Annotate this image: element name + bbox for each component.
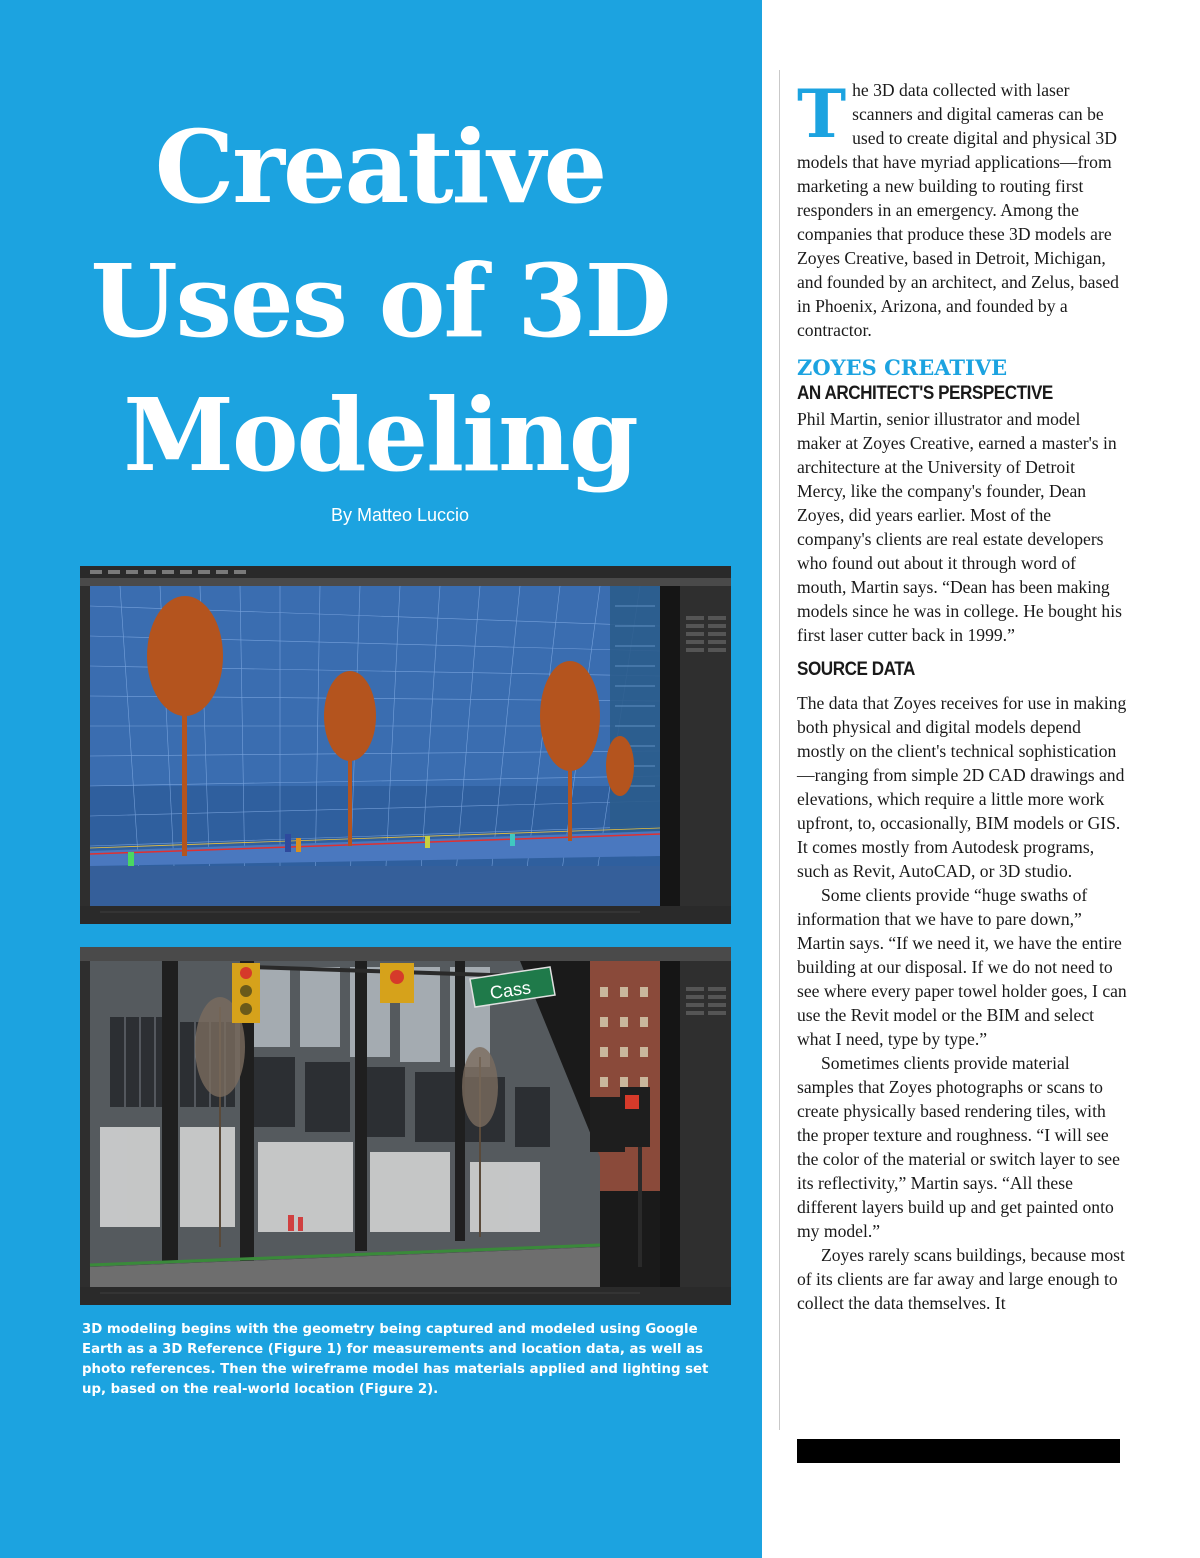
- headline-line-2: Uses of 3D: [90, 242, 670, 360]
- section2-paragraph-1: The data that Zoyes receives for use in making both physical and digital models depend mostly on the client's technical sophistication—ranging from simple 2D CAD drawings and elevations, which require a little more work upfront, to, occasionally, BIM models or GIS. It comes mostly from Autodesk programs, such as Revit, AutoCAD, or 3D studio.: [797, 693, 1127, 881]
- drop-cap: T: [797, 75, 847, 153]
- headline-line-1: Creative: [154, 108, 606, 226]
- figure-caption: 3D modeling begins with the geometry being captured and modeled using Google Earth as a 3D Reference (Figure 1) for measurements and location data, as well as photo references. Then the wireframe model has materials applied and lighting set up, based on the real-world location (Figure 2).: [82, 1322, 709, 1397]
- timeline-bar: [80, 1287, 731, 1305]
- menu-bar: [80, 566, 731, 578]
- left-toolbar: [80, 586, 90, 906]
- section2-paragraph-2: Some clients provide “huge swaths of information that we have to pare down,” Martin says. “If we need it, we have the entire building at our disposal. If we do not need to see where every paper towel holder goes, I can use the Revit model or the BIM and select what I need, type by type.”: [797, 885, 1127, 1049]
- section2-paragraph-4: Zoyes rarely scans buildings, because most of its clients are far away and large enough to collect the data themselves. It: [797, 1245, 1125, 1313]
- article-headline: [60, 100, 700, 502]
- section-heading-zoyes-creative: ZOYES CREATIVE: [797, 355, 1008, 380]
- toolbar: [80, 578, 731, 586]
- command-panel: [680, 961, 731, 1287]
- figure-1-wireframe-screenshot: [80, 566, 731, 924]
- section2-paragraph-3: Sometimes clients provide material samples that Zoyes photographs or scans to create physically based rendering tiles, with the proper texture and roughness. “I will see the color of the material or switch layer to see its reflectivity,” Martin says. “All these different layers build up and get painted onto my model.”: [797, 1053, 1120, 1241]
- section1-paragraph: Phil Martin, senior illustrator and model maker at Zoyes Creative, earned a master's in architecture at the University of Detroit Mercy, like the company's founder, Dean Zoyes, did years earlier. Most of the company's clients are real estate developers who found out about it through word of mouth, Martin says. “Dean has been making models since he was in college. He bought his first laser cutter back in 1999.”: [797, 409, 1122, 645]
- wireframe-render: [80, 566, 731, 924]
- byline: By Matteo Luccio: [330, 505, 470, 525]
- left-toolbar: [80, 961, 90, 1287]
- toolbar: [80, 947, 731, 961]
- intro-paragraph: [797, 75, 1127, 342]
- section-heading-source-data: SOURCE DATA: [797, 659, 915, 680]
- article-body: [797, 75, 1127, 1315]
- figure-2-rendered-screenshot: [80, 947, 731, 1305]
- intro-text: he 3D data collected with laser scanners and digital cameras can be used to create digital and physical 3D models that have myriad applications—from marketing a new building to routing first responders in an emergency. Among the companies that produce these 3D models are Zoyes Creative, based in Detroit, Michigan, and founded by an architect, and Zelus, based in Phoenix, Arizona, and founded by a contractor.: [797, 80, 1119, 340]
- timeline-bar: [80, 906, 731, 924]
- footer-bar: [797, 1439, 1120, 1463]
- traffic-light-right: [380, 963, 414, 1003]
- column-divider: [779, 70, 780, 1430]
- headline-line-3: Modeling: [123, 376, 637, 494]
- section-subheading-architects-perspective: AN ARCHITECT'S PERSPECTIVE: [797, 383, 1053, 404]
- rendered-street-scene: [80, 947, 731, 1305]
- street-sign-text: Cass: [488, 977, 533, 1003]
